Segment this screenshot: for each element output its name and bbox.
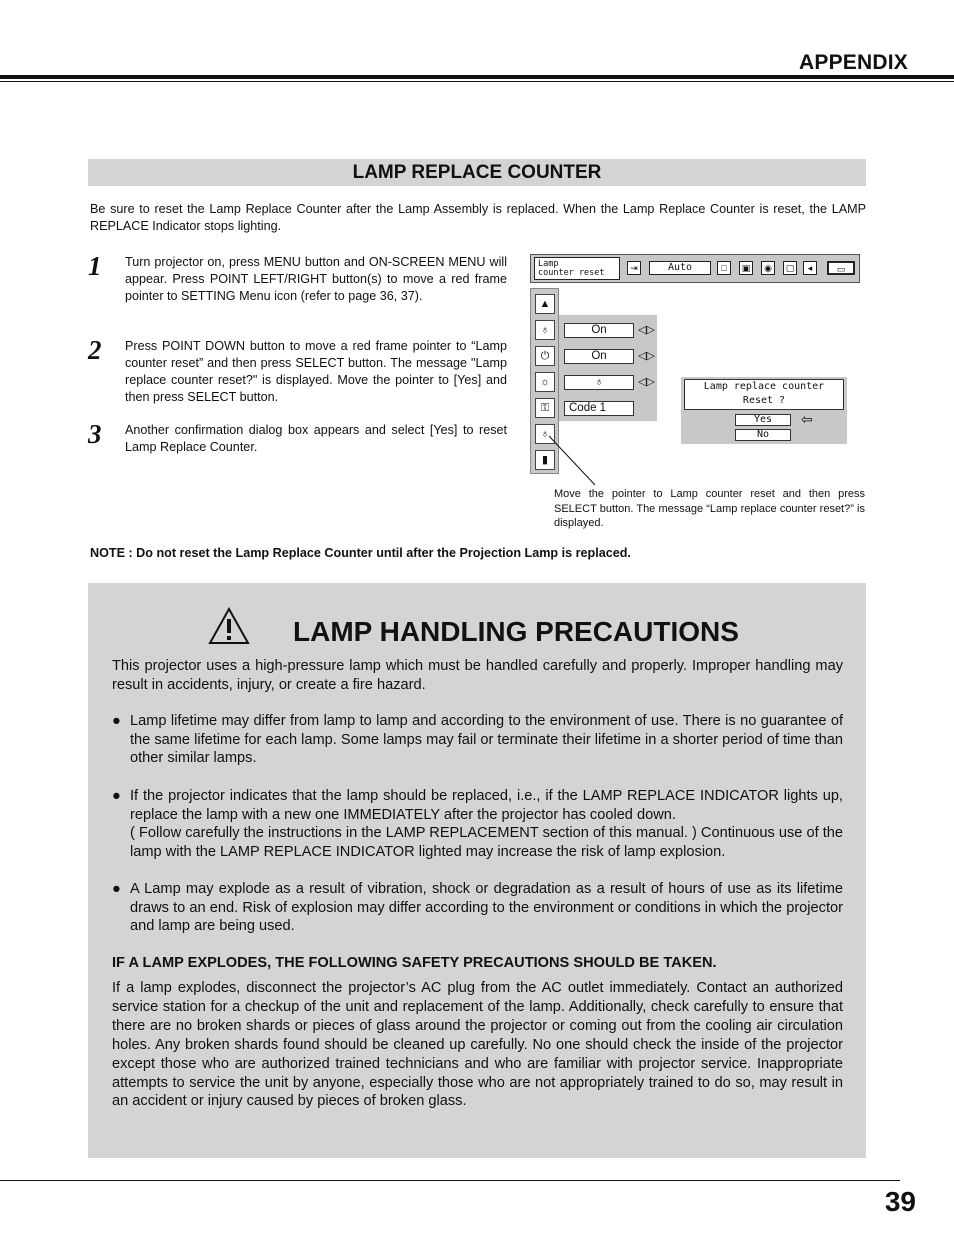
section-intro: Be sure to reset the Lamp Replace Counter after the Lamp Assembly is replaced. When the Lamp Replace Counter is reset, the LAMP REPLACE Indicator stops lighting.: [90, 202, 866, 233]
sound-icon: ◂: [803, 261, 817, 275]
no-option: No: [735, 429, 791, 441]
osd-side-menu: [530, 288, 559, 474]
left-right-arrows-icon: ◁▷: [638, 350, 655, 362]
bulb-icon: ♁: [535, 320, 555, 340]
list-item: [112, 712, 843, 768]
dialog-line1: Lamp replace counter: [703, 381, 825, 392]
note: NOTE : Do not reset the Lamp Replace Counter until after the Projection Lamp is replaced.: [90, 546, 631, 560]
left-right-arrows-icon: ◁▷: [638, 376, 655, 388]
up-arrow-icon: ▲: [535, 294, 555, 314]
illustration-caption: Move the pointer to Lamp counter reset and then press SELECT button. The message “Lamp replace counter reset?” is displayed.: [554, 488, 865, 529]
header-rule-thin: [0, 81, 954, 82]
left-right-arrows-icon: ◁▷: [638, 324, 655, 336]
precautions-intro: This projector uses a high-pressure lamp which must be handled carefully and properly. Improper handling may result in accidents, injury, or create a fire hazard.: [112, 658, 843, 693]
setting-icon: ▭: [827, 261, 855, 275]
warning-icon: [208, 607, 250, 645]
lamp-label-line1: Lamp: [538, 259, 559, 269]
lamp-reset-icon: ♁: [535, 424, 555, 444]
bullet-icon: ●: [112, 881, 121, 897]
lamp-mode-value: ♁: [564, 375, 634, 390]
exit-icon: ▮: [535, 450, 555, 470]
precautions-box: [88, 583, 866, 1158]
list-item: [112, 880, 843, 936]
color-icon: ◉: [761, 261, 775, 275]
enter-icon: ⇥: [627, 261, 641, 275]
pointer-arrow-icon: ⇦: [801, 411, 813, 427]
section-title: LAMP REPLACE COUNTER: [88, 159, 866, 186]
yes-option: Yes: [735, 414, 791, 426]
list-item-text: A Lamp may explode as a result of vibration, shock or degradation as a result of hours of use as its lifetime draws to an end. Risk of explosion may differ according to the environment or conditions in which the projector and lamp are being used.: [130, 881, 843, 935]
reset-dialog: [681, 377, 847, 444]
page-number: 39: [884, 1186, 916, 1217]
step-number: 2: [88, 335, 102, 365]
lamp-counter-reset-label: [534, 257, 620, 280]
square-icon: □: [717, 261, 731, 275]
bullet-icon: ●: [112, 788, 121, 804]
step-text: Another confirmation dialog box appears and select [Yes] to reset Lamp Replace Counter.: [125, 423, 507, 454]
key-icon: ⚿: [535, 398, 555, 418]
step-text: Turn projector on, press MENU button and ON-SCREEN MENU will appear. Press POINT LEFT/RIGHT button(s) to move a red frame pointer to SETTING Menu icon (refer to page 36, 37).: [125, 255, 507, 303]
screen-icon: ▢: [783, 261, 797, 275]
list-item-text: ( Follow carefully the instructions in the LAMP REPLACEMENT section of this manual. ) Continuous use of the lamp with the LAMP REPLACE INDICATOR lighted may increase the risk of lamp explosion.: [130, 825, 843, 861]
setting-value: On: [564, 349, 634, 364]
dialog-message: [684, 379, 844, 410]
lamp-label-line2: counter reset: [538, 268, 605, 278]
precautions-subhead: IF A LAMP EXPLODES, THE FOLLOWING SAFETY PRECAUTIONS SHOULD BE TAKEN.: [112, 955, 717, 971]
auto-value: Auto: [649, 261, 711, 275]
dialog-line2: Reset ?: [742, 395, 786, 406]
section-header: APPENDIX: [799, 51, 908, 74]
osd-menu-bar: [530, 254, 860, 283]
setting-value: Code 1: [564, 401, 634, 416]
frame-icon: ▣: [739, 261, 753, 275]
list-item-text: Lamp lifetime may differ from lamp to lamp and according to the environment of use. There is no guarantee of the same lifetime for each lamp. Some lamps may fail or terminate their lifetime in a shorter period of time than other similar lamps.: [130, 713, 843, 767]
power-on-icon: ⏻: [535, 346, 555, 366]
osd-settings-panel: [559, 315, 657, 421]
lamp-mode-icon: ☼: [535, 372, 555, 392]
precautions-title: LAMP HANDLING PRECAUTIONS: [293, 616, 739, 647]
header-rule: [0, 75, 954, 79]
step-number: 1: [88, 251, 102, 281]
footer-rule: [0, 1180, 900, 1181]
list-item-text: If the projector indicates that the lamp should be replaced, i.e., if the LAMP REPLACE INDICATOR lights up, replace the lamp with a new one IMMEDIATELY after the projector has cooled down.: [130, 788, 843, 823]
bullet-icon: ●: [112, 713, 121, 729]
precautions-body: If a lamp explodes, disconnect the projector’s AC plug from the AC outlet immediately. Contact an authorized service station for a checkup of the unit and replacement of the lamp. Additionally, check carefully to ensure that there are no broken shards or pieces of glass around the projector or coming out from the cooling air circulation holes. Any broken shards found should be cleaned up carefully. No one should check the inside of the projector except those who are authorized trained technicians and who are familiar with projector service. Inappropriate attempts to service the unit by anyone, especially those who are not appropriately trained to do so, may result in an accident or injury caused by pieces of broken glass.: [112, 980, 843, 1110]
step-number: 3: [88, 419, 102, 449]
setting-value: On: [564, 323, 634, 338]
step-text: Press POINT DOWN button to move a red frame pointer to “Lamp counter reset” and then press SELECT button. The message "Lamp replace counter reset?" is displayed. Move the pointer to [Yes] and then press SELECT button.: [125, 339, 507, 404]
list-item: [112, 787, 843, 862]
